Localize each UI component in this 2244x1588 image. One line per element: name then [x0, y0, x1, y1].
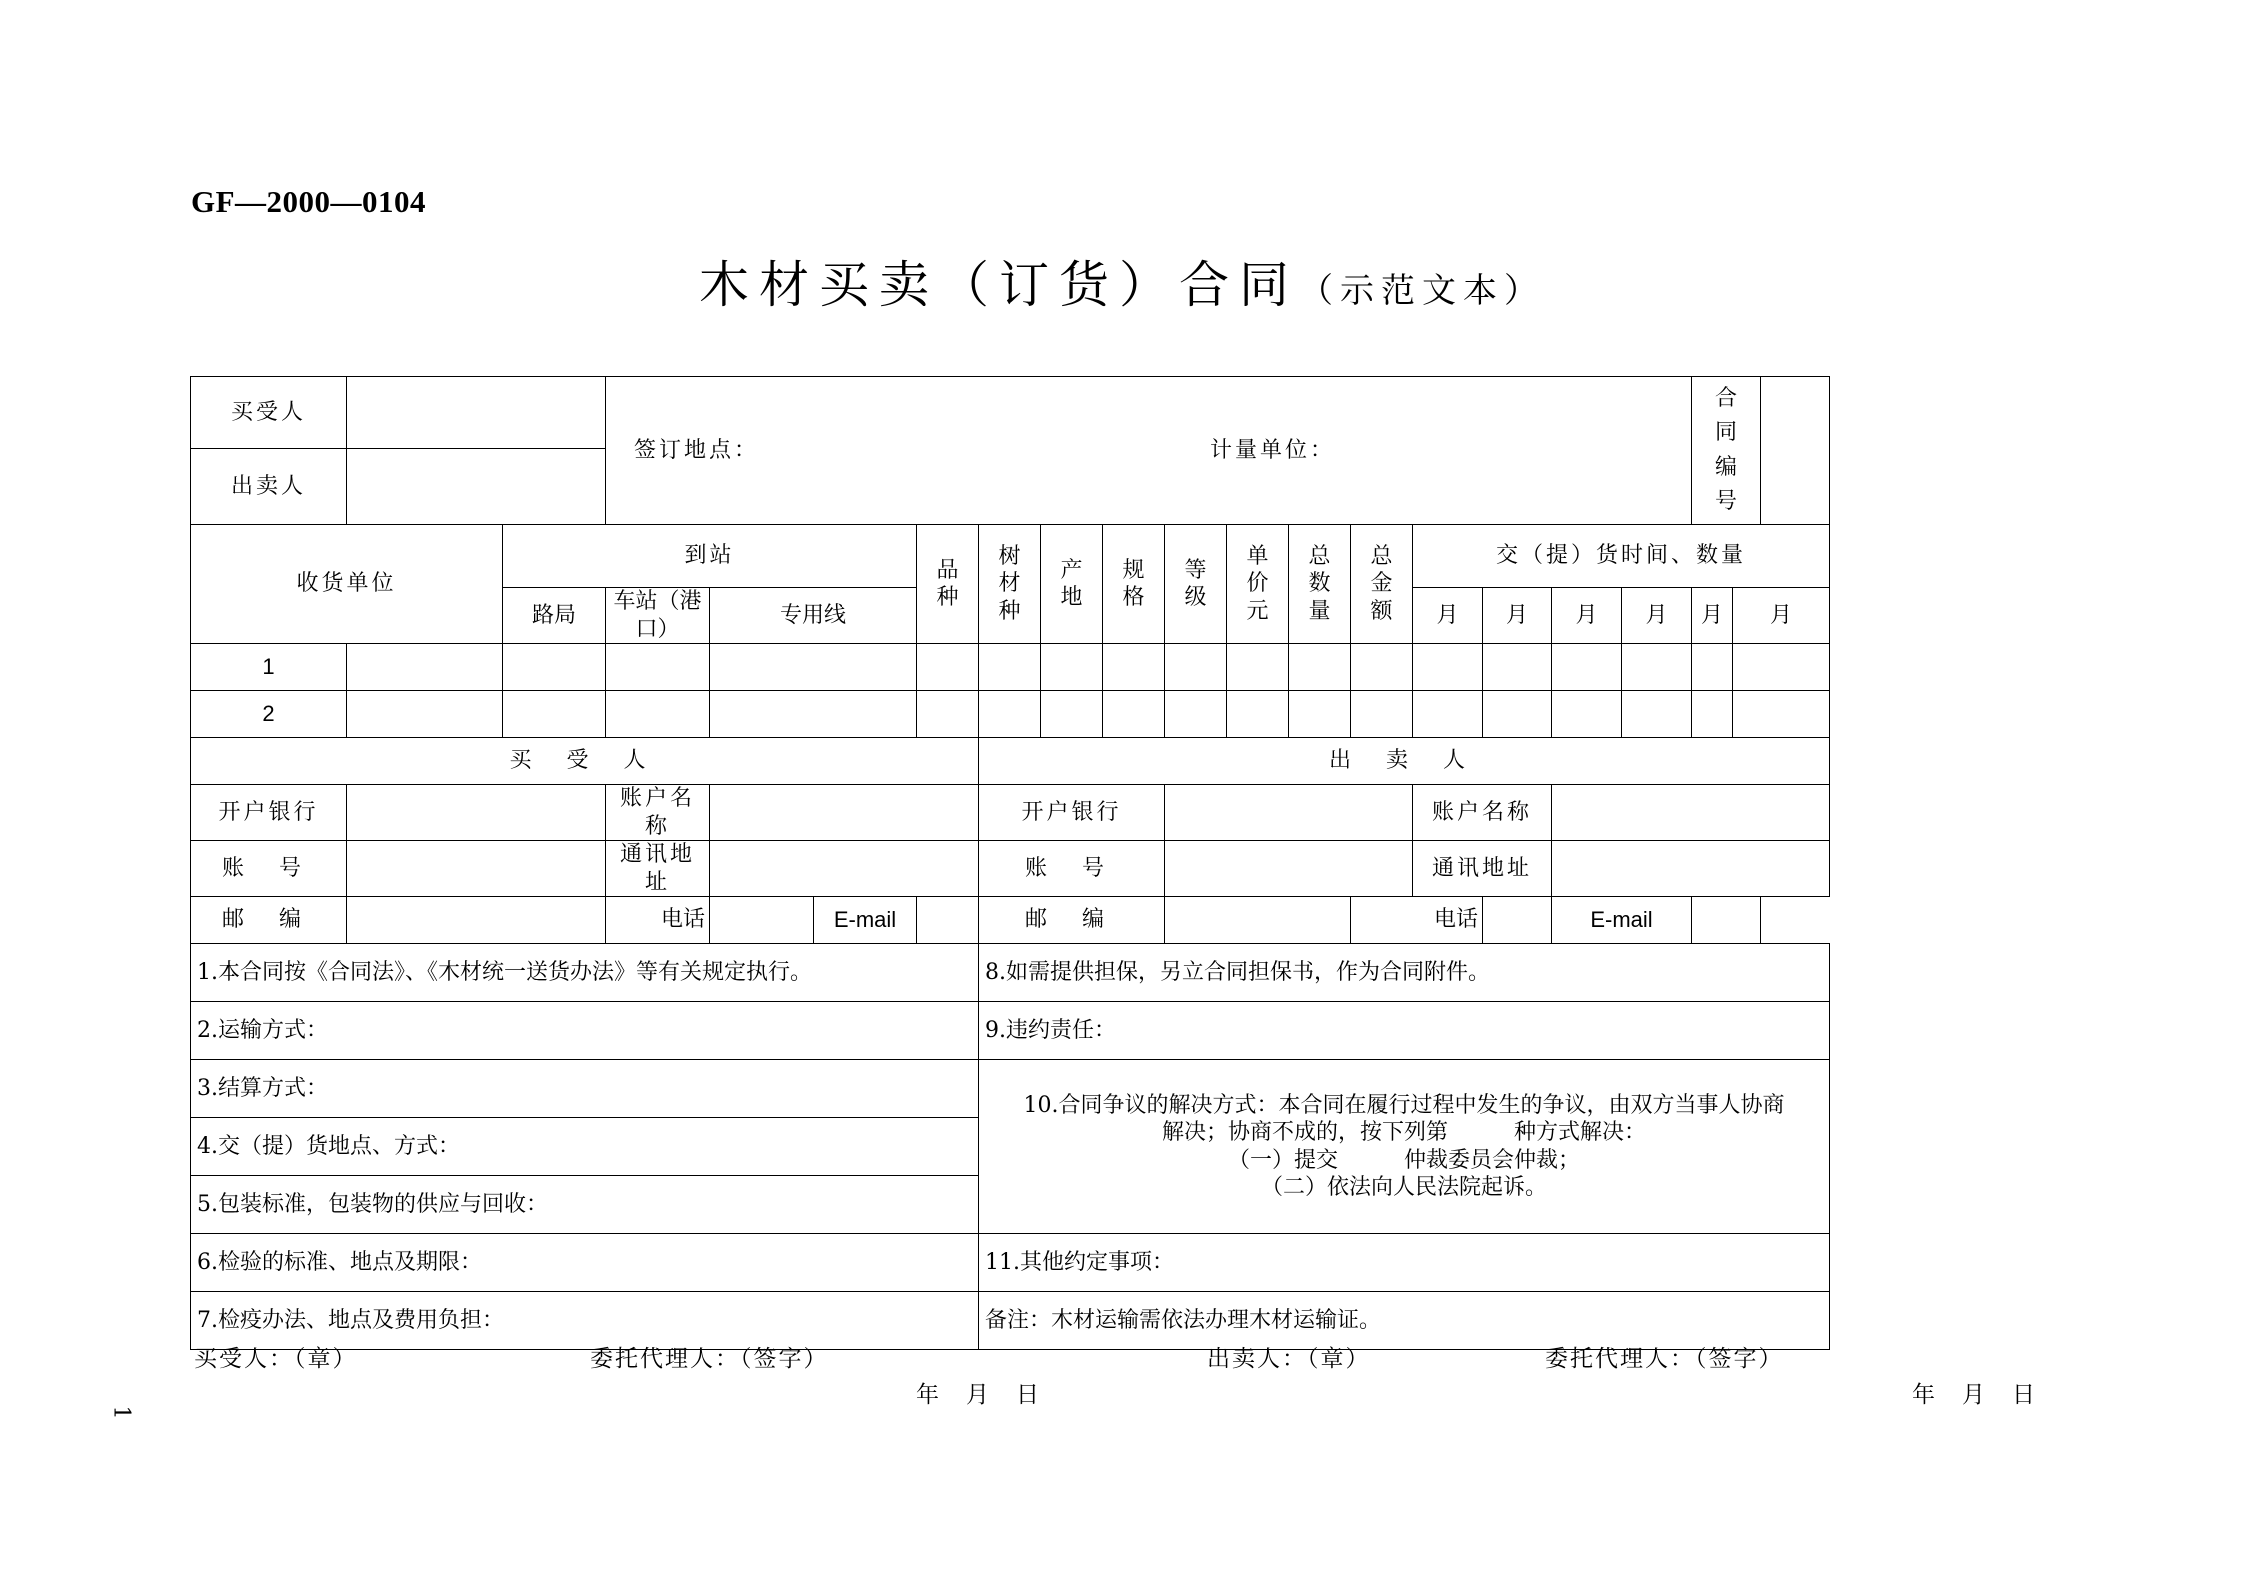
seller-email-label: E-mail: [1552, 897, 1692, 944]
document-title: [0, 245, 2244, 317]
title-main: 木材买卖（订货）合同: [699, 256, 1299, 314]
seller-bank-field[interactable]: [1165, 785, 1413, 841]
buyer-agent-signature: 委托代理人：（签字）: [590, 1346, 829, 1372]
measure-unit-label: 计量单位：: [1209, 437, 1335, 463]
goods-cell[interactable]: [606, 644, 710, 691]
goods-cell[interactable]: [1733, 691, 1830, 738]
document-code: GF—2000—0104: [191, 184, 427, 219]
seller-address-field[interactable]: [1552, 841, 1830, 897]
row-number: 1: [191, 644, 347, 691]
goods-cell[interactable]: [347, 644, 503, 691]
buyer-postcode-label: 邮 编: [191, 897, 347, 944]
seller-address-label: 通讯地址: [1413, 841, 1552, 897]
goods-cell[interactable]: [710, 644, 917, 691]
contract-no-field[interactable]: [1761, 377, 1830, 525]
goods-cell[interactable]: [1552, 691, 1622, 738]
title-subtitle: （示范文本）: [1299, 271, 1545, 311]
goods-cell[interactable]: [1483, 691, 1552, 738]
seller-sign-date: 年 月 日: [1912, 1382, 2037, 1408]
goods-cell[interactable]: [1041, 644, 1103, 691]
goods-cell[interactable]: [1227, 644, 1289, 691]
goods-cell[interactable]: [1165, 691, 1227, 738]
goods-cell[interactable]: [710, 691, 917, 738]
goods-cell[interactable]: [1733, 644, 1830, 691]
goods-cell[interactable]: [979, 691, 1041, 738]
clause-9: 9.违约责任：: [979, 1002, 1830, 1060]
buyer-account-no-field[interactable]: [347, 841, 606, 897]
col-variety: 品 种: [917, 525, 979, 644]
clause-2: 2.运输方式：: [191, 1002, 979, 1060]
page-number: 1: [108, 1405, 134, 1420]
col-spec: 规 格: [1103, 525, 1165, 644]
goods-cell[interactable]: [1413, 691, 1483, 738]
goods-cell[interactable]: [1483, 644, 1552, 691]
buyer-account-name-label: 账户名称: [606, 785, 710, 841]
seller-phone-field[interactable]: [1483, 897, 1552, 944]
month-header: 月: [1483, 588, 1552, 644]
goods-cell[interactable]: [917, 691, 979, 738]
goods-cell[interactable]: [1622, 644, 1692, 691]
clause-7: 7.检疫办法、地点及费用负担：: [191, 1292, 979, 1350]
buyer-account-no-label: 账 号: [191, 841, 347, 897]
month-header: 月: [1413, 588, 1483, 644]
buyer-email-field[interactable]: [917, 897, 979, 944]
seller-section-title: 出 卖 人: [979, 738, 1830, 785]
station-sub-station: 车站（港口）: [606, 588, 710, 644]
goods-cell[interactable]: [1552, 644, 1622, 691]
contract-form-table: [190, 376, 1830, 1350]
seller-bank-label: 开户银行: [979, 785, 1165, 841]
month-header: 月: [1692, 588, 1733, 644]
clause-6: 6.检验的标准、地点及期限：: [191, 1234, 979, 1292]
buyer-section-title: 买 受 人: [191, 738, 979, 785]
clause-10-line: 10.合同争议的解决方式：本合同在履行过程中发生的争议，由双方当事人协商: [1023, 1092, 1785, 1118]
seller-account-no-label: 账 号: [979, 841, 1165, 897]
clause-10-line: 解决；协商不成的，按下列第 种方式解决：: [1161, 1120, 1646, 1145]
buyer-signature: 买受人：（章）: [194, 1346, 358, 1372]
goods-cell[interactable]: [347, 691, 503, 738]
month-header: 月: [1733, 588, 1830, 644]
goods-cell[interactable]: [1289, 691, 1351, 738]
goods-cell[interactable]: [1692, 644, 1733, 691]
goods-cell[interactable]: [503, 644, 606, 691]
seller-signature: 出卖人：（章）: [1207, 1346, 1371, 1372]
station-sub-siding: 专用线: [710, 588, 917, 644]
goods-cell[interactable]: [1103, 644, 1165, 691]
col-origin: 产 地: [1041, 525, 1103, 644]
buyer-phone-field[interactable]: [710, 897, 814, 944]
goods-cell[interactable]: [1622, 691, 1692, 738]
clause-10: [979, 1060, 1830, 1234]
contract-no-label: 合 同 编 号: [1692, 377, 1761, 525]
clause-3: 3.结算方式：: [191, 1060, 979, 1118]
seller-name-field[interactable]: [347, 449, 606, 525]
month-header: 月: [1622, 588, 1692, 644]
seller-phone-label: 电话: [1351, 897, 1483, 944]
seller-account-no-field[interactable]: [1165, 841, 1413, 897]
goods-cell[interactable]: [1351, 644, 1413, 691]
buyer-label: 买受人: [191, 377, 347, 449]
sign-place-label: 签订地点：: [634, 437, 760, 463]
goods-cell[interactable]: [979, 644, 1041, 691]
seller-email-field[interactable]: [1692, 897, 1761, 944]
buyer-address-field[interactable]: [710, 841, 979, 897]
month-header: 月: [1552, 588, 1622, 644]
clause-8: 8.如需提供担保，另立合同担保书，作为合同附件。: [979, 944, 1830, 1002]
seller-account-name-field[interactable]: [1552, 785, 1830, 841]
goods-cell[interactable]: [1289, 644, 1351, 691]
table-row: [191, 644, 1830, 691]
buyer-address-label: 通讯地址: [606, 841, 710, 897]
buyer-sign-date: 年 月 日: [916, 1382, 1041, 1408]
goods-cell[interactable]: [1103, 691, 1165, 738]
station-sub-bureau: 路局: [503, 588, 606, 644]
seller-label: 出卖人: [191, 449, 347, 525]
goods-cell[interactable]: [1041, 691, 1103, 738]
goods-cell[interactable]: [503, 691, 606, 738]
buyer-bank-field[interactable]: [347, 785, 606, 841]
col-total-qty: 总 数 量: [1289, 525, 1351, 644]
col-tree-species: 树 材 种: [979, 525, 1041, 644]
row-number: 2: [191, 691, 347, 738]
buyer-email-label: E-mail: [814, 897, 917, 944]
clause-10-line: （二）依法向人民法院起诉。: [1260, 1175, 1547, 1200]
seller-postcode-label: 邮 编: [979, 897, 1165, 944]
clause-10-line: （一）提交 仲裁委员会仲裁；: [1227, 1147, 1580, 1173]
station-label: 到站: [503, 525, 917, 588]
goods-cell[interactable]: [606, 691, 710, 738]
remark: 备注：木材运输需依法办理木材运输证。: [979, 1292, 1830, 1350]
table-row: [191, 691, 1830, 738]
buyer-bank-label: 开户银行: [191, 785, 347, 841]
col-total-amount: 总 金 额: [1351, 525, 1413, 644]
sign-info-cell: [606, 377, 1692, 525]
receiver-label: 收货单位: [191, 525, 503, 644]
col-grade: 等 级: [1165, 525, 1227, 644]
seller-postcode-field[interactable]: [1165, 897, 1351, 944]
clause-5: 5.包装标准，包装物的供应与回收：: [191, 1176, 979, 1234]
col-unit-price: 单 价 元: [1227, 525, 1289, 644]
goods-cell[interactable]: [1413, 644, 1483, 691]
goods-cell[interactable]: [1165, 644, 1227, 691]
clause-1: 1.本合同按《合同法》、《木材统一送货办法》等有关规定执行。: [191, 944, 979, 1002]
goods-cell[interactable]: [1227, 691, 1289, 738]
seller-account-name-label: 账户名称: [1413, 785, 1552, 841]
buyer-name-field[interactable]: [347, 377, 606, 449]
goods-cell[interactable]: [917, 644, 979, 691]
clause-4: 4.交（提）货地点、方式：: [191, 1118, 979, 1176]
goods-cell[interactable]: [1692, 691, 1733, 738]
clause-11: 11.其他约定事项：: [979, 1234, 1830, 1292]
seller-agent-signature: 委托代理人：（签字）: [1545, 1346, 1784, 1372]
goods-cell[interactable]: [1351, 691, 1413, 738]
buyer-phone-label: 电话: [606, 897, 710, 944]
buyer-postcode-field[interactable]: [347, 897, 606, 944]
buyer-account-name-field[interactable]: [710, 785, 979, 841]
delivery-label: 交（提）货时间、数量: [1413, 525, 1830, 588]
